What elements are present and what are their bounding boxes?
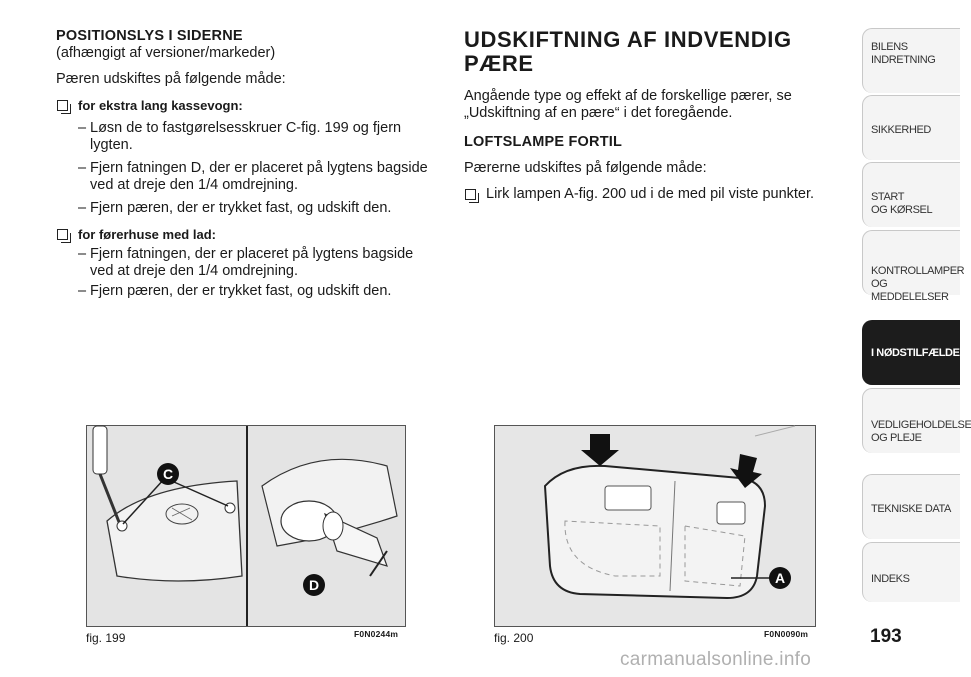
left-column xyxy=(56,28,436,300)
sidebar-tab-start-og-korsel[interactable]: START OG KØRSEL xyxy=(862,162,960,227)
sidebar-tab-tekniske-data[interactable]: TEKNISKE DATA xyxy=(862,474,960,539)
step-item: – Fjern pæren, der er trykket fast, og udskift den. xyxy=(56,200,436,217)
section-heading: LOFTSLAMPE FORTIL xyxy=(464,134,623,150)
bullet-item xyxy=(464,186,844,203)
page-number: 193 xyxy=(870,626,902,647)
section-heading: POSITIONSLYS I SIDERNE xyxy=(56,28,243,44)
step-text: Fjern pæren, der er trykket fast, og udskift den. xyxy=(90,200,392,216)
figure-200 xyxy=(494,425,816,627)
bullet-label: for ekstra lang kassevogn: xyxy=(78,98,243,113)
figure-code: F0N0090m xyxy=(764,629,809,639)
sidebar-tab-i-nodstilfaelde[interactable]: I NØDSTILFÆLDE xyxy=(862,320,960,385)
callout-label-a: A xyxy=(769,567,791,589)
step-text: Fjern fatningen D, der er placeret på lygtens bagside ved at dreje den 1/4 omdrejning. xyxy=(90,160,428,193)
section-subheading: (afhængigt af versioner/markeder) xyxy=(56,45,276,61)
bullet-label: for førerhuse med lad: xyxy=(78,227,216,242)
step-text: Fjern fatningen, der er placeret på lygtens bagside ved at dreje den 1/4 omdrejning. xyxy=(90,246,414,279)
body-text: Pærerne udskiftes på følgende måde: xyxy=(464,160,707,176)
sidebar-tab-indeks[interactable]: INDEKS xyxy=(862,542,960,602)
callout-label-d: D xyxy=(303,574,325,596)
step-item: – Fjern fatningen, der er placeret på lygtens bagside ved at dreje den 1/4 omdrejning. xyxy=(56,246,436,280)
watermark: carmanualsonline.info xyxy=(620,649,812,670)
page-title: UDSKIFTNING AF INDVENDIG PÆRE xyxy=(464,27,792,76)
intro-text: Pæren udskiftes på følgende måde: xyxy=(56,71,286,87)
step-text: Fjern pæren, der er trykket fast, og udskift den. xyxy=(90,283,392,299)
sidebar-tab-kontrollamper[interactable]: KONTROLLAMPER OG MEDDELELSER xyxy=(862,230,960,295)
bullet-group-2 xyxy=(56,226,436,243)
checkbox-bullet-icon xyxy=(57,229,68,240)
callout-label-c: C xyxy=(157,463,179,485)
step-item: – Fjern fatningen D, der er placeret på lygtens bagside ved at dreje den 1/4 omdrejning. xyxy=(56,160,436,194)
right-column xyxy=(464,28,844,203)
intro-text: Angående type og effekt af de forskellige pærer, se „Udskiftning af en pære“ i det foregående. xyxy=(464,88,792,121)
figure-199 xyxy=(86,425,406,627)
checkbox-bullet-icon xyxy=(57,100,68,111)
figure-caption: fig. 200 xyxy=(494,631,534,645)
sidebar-tab-sikkerhed[interactable]: SIKKERHED xyxy=(862,95,960,160)
checkbox-bullet-icon xyxy=(465,189,476,200)
sidebar-tab-bilens-indretning[interactable]: BILENS INDRETNING xyxy=(862,28,960,93)
step-text: Løsn de to fastgørelsesskruer C-fig. 199 og fjern lygten. xyxy=(90,120,402,153)
figure-caption: fig. 199 xyxy=(86,631,126,645)
step-item: – Fjern pæren, der er trykket fast, og udskift den. xyxy=(56,283,436,300)
step-item: – Løsn de to fastgørelsesskruer C-fig. 199 og fjern lygten. xyxy=(56,120,436,154)
bullet-text: Lirk lampen A-fig. 200 ud i de med pil viste punkter. xyxy=(486,186,815,202)
figure-code: F0N0244m xyxy=(354,629,399,639)
sidebar-tab-vedligeholdelse[interactable]: VEDLIGEHOLDELSE OG PLEJE xyxy=(862,388,960,453)
figure-200-illustration xyxy=(495,426,815,626)
bullet-group-1 xyxy=(56,97,436,114)
figure-199-illustration xyxy=(87,426,405,626)
